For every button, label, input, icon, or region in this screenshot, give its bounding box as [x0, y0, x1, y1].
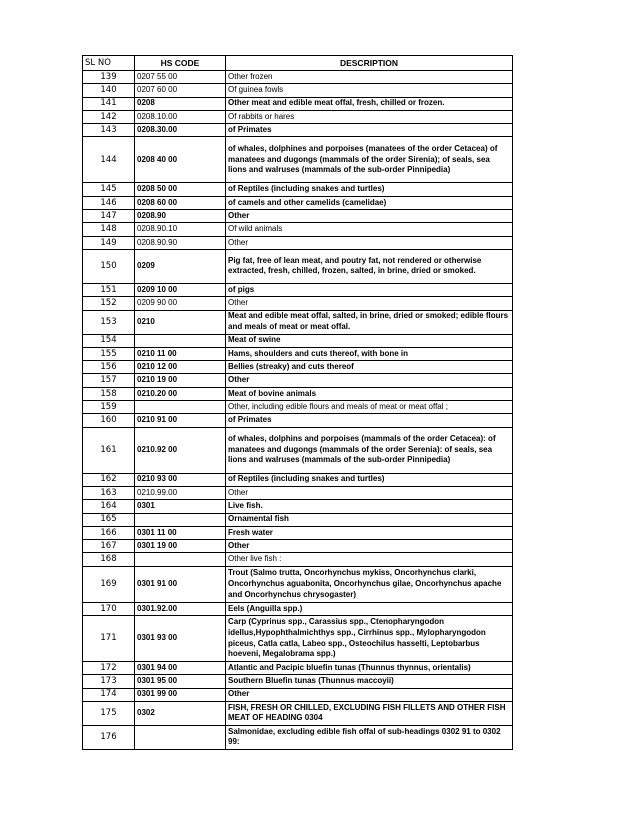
- description-cell: of whales, dolphins and porpoises (mammals of the order Cetacea): of manatees and dugongs (mammals of the order Serenia): of seals, sea lions and walruses (mammals of the sub-order Pinnipedia): [226, 427, 513, 473]
- description-cell: Other: [226, 540, 513, 553]
- hs-code-cell: 0301: [135, 500, 226, 513]
- description-cell: of Primates: [226, 124, 513, 137]
- hs-code-cell: [135, 553, 226, 566]
- table-row: [83, 553, 513, 566]
- description-cell: Other: [226, 236, 513, 249]
- sl-no-cell: 169: [83, 566, 135, 602]
- table-row: [83, 602, 513, 615]
- description-cell: Bellies (streaky) and cuts thereof: [226, 361, 513, 374]
- hs-code-cell: 0302: [135, 701, 226, 725]
- table-row: [83, 210, 513, 223]
- hs-code-cell: 0207 60 00: [135, 84, 226, 97]
- description-cell: Meat of swine: [226, 334, 513, 347]
- table-row: [83, 249, 513, 283]
- hs-code-cell: 0210 11 00: [135, 347, 226, 360]
- description-cell: of pigs: [226, 283, 513, 296]
- sl-no-cell: 161: [83, 427, 135, 473]
- sl-no-cell: 175: [83, 701, 135, 725]
- table-row: [83, 110, 513, 123]
- description-cell: Other: [226, 374, 513, 387]
- description-cell: Trout (Salmo trutta, Oncorhynchus mykiss, Oncorhynchus clarki, Oncorhynchus aguabonita, Oncorhynchus gilae, Oncorhynchus apache and Oncorhynchus chrysogaster): [226, 566, 513, 602]
- hs-code-cell: 0209 90 00: [135, 297, 226, 310]
- description-cell: Salmonidae, excluding edible fish offal of sub-headings 0302 91 to 0302 99:: [226, 725, 513, 749]
- table-row: [83, 675, 513, 688]
- hs-code-cell: 0208 40 00: [135, 137, 226, 183]
- table-row: [83, 236, 513, 249]
- sl-no-cell: 153: [83, 310, 135, 334]
- description-cell: Atlantic and Pacipic bluefin tunas (Thunnus thynnus, orientalis): [226, 662, 513, 675]
- hs-code-cell: 0210 93 00: [135, 473, 226, 486]
- hs-code-cell: 0210 12 00: [135, 361, 226, 374]
- hs-code-cell: 0208 60 00: [135, 196, 226, 209]
- sl-no-cell: 170: [83, 602, 135, 615]
- hs-code-cell: 0301 93 00: [135, 616, 226, 662]
- hs-code-cell: 0301.92.00: [135, 602, 226, 615]
- sl-no-cell: 176: [83, 725, 135, 749]
- hs-code-cell: 0208.90.90: [135, 236, 226, 249]
- hs-code-cell: [135, 334, 226, 347]
- table-row: [83, 71, 513, 84]
- hs-code-cell: 0208.90.10: [135, 223, 226, 236]
- sl-no-cell: 164: [83, 500, 135, 513]
- header-description: DESCRIPTION: [226, 56, 513, 71]
- table-row: [83, 473, 513, 486]
- description-cell: of whales, dolphines and porpoises (manatees of the order Cetacea) of manatees and dugongs (mammals of the order Sirenia); of seals, sea lions and walruses (mammals of the sub-order Pinnipedia): [226, 137, 513, 183]
- sl-no-cell: 142: [83, 110, 135, 123]
- table-row: [83, 283, 513, 296]
- description-cell: Other live fish :: [226, 553, 513, 566]
- table-row: [83, 183, 513, 196]
- table-row: [83, 662, 513, 675]
- table-row: [83, 387, 513, 400]
- hs-code-cell: 0301 95 00: [135, 675, 226, 688]
- table-row: [83, 401, 513, 414]
- table-row: [83, 196, 513, 209]
- sl-no-cell: 148: [83, 223, 135, 236]
- hs-code-cell: [135, 513, 226, 526]
- hs-code-cell: 0208: [135, 97, 226, 110]
- sl-no-cell: 152: [83, 297, 135, 310]
- sl-no-cell: 139: [83, 71, 135, 84]
- header-sl-no: SL NO: [83, 56, 135, 71]
- hs-code-cell: 0301 91 00: [135, 566, 226, 602]
- table-row: [83, 347, 513, 360]
- table-row: [83, 137, 513, 183]
- hs-code-table: [82, 55, 513, 750]
- description-cell: Hams, shoulders and cuts thereof, with bone in: [226, 347, 513, 360]
- sl-no-cell: 171: [83, 616, 135, 662]
- table-row: [83, 414, 513, 427]
- description-cell: Other frozen: [226, 71, 513, 84]
- hs-code-cell: 0210 19 00: [135, 374, 226, 387]
- sl-no-cell: 140: [83, 84, 135, 97]
- description-cell: Live fish.: [226, 500, 513, 513]
- sl-no-cell: 168: [83, 553, 135, 566]
- description-cell: Other: [226, 297, 513, 310]
- sl-no-cell: 158: [83, 387, 135, 400]
- table-header-row: [83, 56, 513, 71]
- hs-code-cell: [135, 401, 226, 414]
- hs-code-cell: 0210.20 00: [135, 387, 226, 400]
- hs-code-cell: 0207 55 00: [135, 71, 226, 84]
- description-cell: Meat and edible meat offal, salted, in brine, dried or smoked; edible flours and meals of meat or meat offal.: [226, 310, 513, 334]
- description-cell: Other: [226, 688, 513, 701]
- sl-no-cell: 172: [83, 662, 135, 675]
- description-cell: Of wild animals: [226, 223, 513, 236]
- hs-code-cell: 0208.90: [135, 210, 226, 223]
- description-cell: Other, including edible flours and meals of meat or meat offal ;: [226, 401, 513, 414]
- hs-code-cell: 0301 99 00: [135, 688, 226, 701]
- sl-no-cell: 155: [83, 347, 135, 360]
- table-row: [83, 361, 513, 374]
- sl-no-cell: 150: [83, 249, 135, 283]
- description-cell: Other: [226, 210, 513, 223]
- sl-no-cell: 151: [83, 283, 135, 296]
- description-cell: Of guinea fowls: [226, 84, 513, 97]
- sl-no-cell: 174: [83, 688, 135, 701]
- description-cell: of Reptiles (including snakes and turtles): [226, 473, 513, 486]
- table-row: [83, 500, 513, 513]
- table-row: [83, 297, 513, 310]
- table-row: [83, 725, 513, 749]
- hs-code-cell: [135, 725, 226, 749]
- sl-no-cell: 156: [83, 361, 135, 374]
- hs-code-cell: 0208 50 00: [135, 183, 226, 196]
- description-cell: Eels (Anguilla spp.): [226, 602, 513, 615]
- description-cell: Ornamental fish: [226, 513, 513, 526]
- table-row: [83, 334, 513, 347]
- description-cell: Fresh water: [226, 526, 513, 539]
- sl-no-cell: 141: [83, 97, 135, 110]
- hs-code-cell: 0301 11 00: [135, 526, 226, 539]
- sl-no-cell: 162: [83, 473, 135, 486]
- table-row: [83, 526, 513, 539]
- table-row: [83, 486, 513, 499]
- description-cell: Pig fat, free of lean meat, and poutry fat, not rendered or otherwise extracted, fresh, chilled, frozen, salted, in brine, dried or smoked.: [226, 249, 513, 283]
- header-hs-code: HS CODE: [135, 56, 226, 71]
- description-cell: Other: [226, 486, 513, 499]
- description-cell: of camels and other camelids (camelidae): [226, 196, 513, 209]
- hs-code-cell: 0208.10.00: [135, 110, 226, 123]
- description-cell: Southern Bluefin tunas (Thunnus maccoyii): [226, 675, 513, 688]
- table-row: [83, 84, 513, 97]
- sl-no-cell: 160: [83, 414, 135, 427]
- sl-no-cell: 144: [83, 137, 135, 183]
- hs-code-cell: 0209 10 00: [135, 283, 226, 296]
- hs-code-cell: 0209: [135, 249, 226, 283]
- description-cell: Carp (Cyprinus spp., Carassius spp., Ctenopharyngodon idellus,Hypophthalmichthys spp., Cirrhinus spp., Mylopharyngodon piceus, Catla catla, Labeo spp., Osteochilus hasselti, Leptobarbus hoeveni, Megalobrama spp.): [226, 616, 513, 662]
- sl-no-cell: 165: [83, 513, 135, 526]
- hs-code-cell: 0301 94 00: [135, 662, 226, 675]
- sl-no-cell: 173: [83, 675, 135, 688]
- description-cell: of Primates: [226, 414, 513, 427]
- table-row: [83, 566, 513, 602]
- table-row: [83, 616, 513, 662]
- hs-code-cell: 0210: [135, 310, 226, 334]
- description-cell: FISH, FRESH OR CHILLED, EXCLUDING FISH FILLETS AND OTHER FISH MEAT OF HEADING 0304: [226, 701, 513, 725]
- sl-no-cell: 163: [83, 486, 135, 499]
- table-row: [83, 688, 513, 701]
- description-cell: Other meat and edible meat offal, fresh, chilled or frozen.: [226, 97, 513, 110]
- sl-no-cell: 149: [83, 236, 135, 249]
- hs-code-cell: 0210.99.00: [135, 486, 226, 499]
- sl-no-cell: 154: [83, 334, 135, 347]
- sl-no-cell: 166: [83, 526, 135, 539]
- table-row: [83, 701, 513, 725]
- sl-no-cell: 159: [83, 401, 135, 414]
- sl-no-cell: 145: [83, 183, 135, 196]
- description-cell: Of rabbits or hares: [226, 110, 513, 123]
- description-cell: of Reptiles (including snakes and turtles): [226, 183, 513, 196]
- hs-code-cell: 0210 91 00: [135, 414, 226, 427]
- table-row: [83, 540, 513, 553]
- table-row: [83, 97, 513, 110]
- table-row: [83, 374, 513, 387]
- description-cell: Meat of bovine animals: [226, 387, 513, 400]
- sl-no-cell: 143: [83, 124, 135, 137]
- table-row: [83, 513, 513, 526]
- table-row: [83, 223, 513, 236]
- table-row: [83, 124, 513, 137]
- sl-no-cell: 146: [83, 196, 135, 209]
- table-row: [83, 310, 513, 334]
- sl-no-cell: 167: [83, 540, 135, 553]
- hs-code-cell: 0301 19 00: [135, 540, 226, 553]
- table-row: [83, 427, 513, 473]
- sl-no-cell: 147: [83, 210, 135, 223]
- hs-code-cell: 0208.30.00: [135, 124, 226, 137]
- hs-code-cell: 0210.92 00: [135, 427, 226, 473]
- sl-no-cell: 157: [83, 374, 135, 387]
